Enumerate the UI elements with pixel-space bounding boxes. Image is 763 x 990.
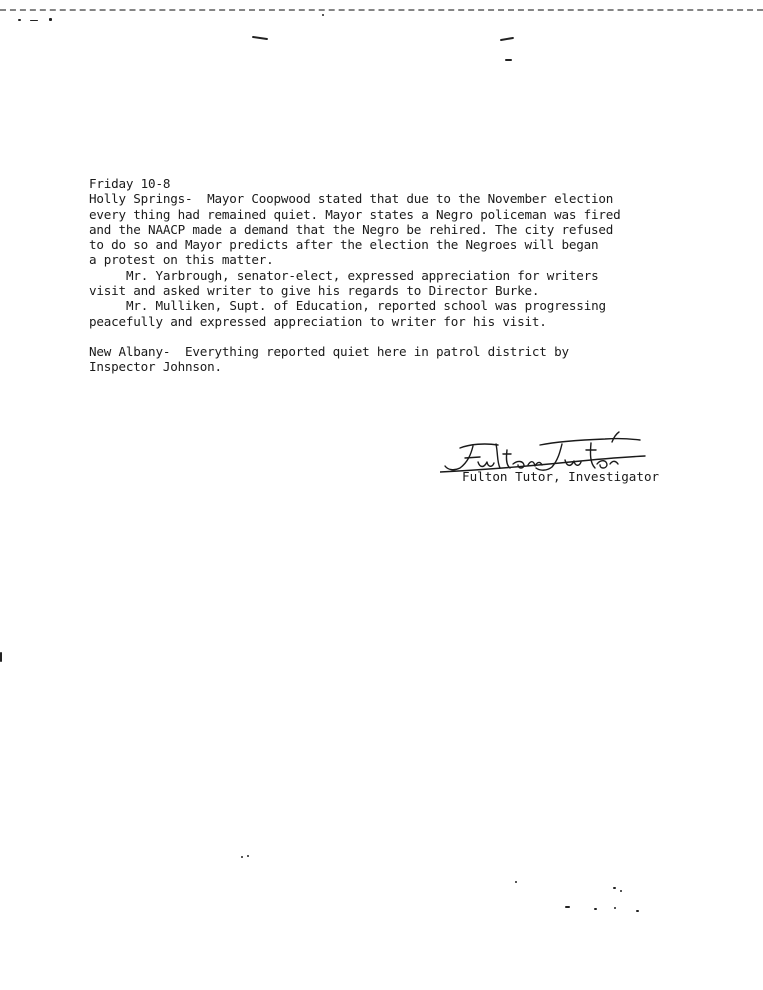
scan-speck xyxy=(620,890,622,892)
scan-speck xyxy=(565,906,570,908)
report-line: Holly Springs- Mayor Coopwood stated that due to the November election xyxy=(89,191,614,207)
scan-speck xyxy=(613,887,616,889)
scan-speck xyxy=(0,652,2,662)
scan-speck xyxy=(594,908,597,910)
report-line: New Albany- Everything reported quiet here in patrol district by xyxy=(89,343,569,359)
report-line: Mr. Mulliken, Supt. of Education, reported school was progressing xyxy=(126,298,606,314)
scan-speck xyxy=(247,855,249,857)
scan-speck xyxy=(500,37,514,41)
scan-speck xyxy=(241,856,243,858)
investigator-signature-line: Fulton Tutor, Investigator xyxy=(462,469,660,484)
date-line: Friday 10-8 xyxy=(89,176,171,191)
report-line: to do so and Mayor predicts after the election the Negroes will began xyxy=(89,237,599,253)
scan-speck xyxy=(636,910,639,912)
scan-speck xyxy=(505,59,512,61)
report-line: and the NAACP made a demand that the Negro be rehired. The city refused xyxy=(89,221,614,237)
scan-speck xyxy=(18,19,21,21)
scan-speck xyxy=(614,907,616,909)
report-line: Inspector Johnson. xyxy=(89,359,222,375)
report-line: peacefully and expressed appreciation to writer for his visit. xyxy=(89,313,547,329)
paragraph-gap xyxy=(89,329,689,344)
report-line: visit and asked writer to give his regards to Director Burke. xyxy=(89,283,540,299)
scan-speck xyxy=(49,18,52,21)
report-line: every thing had remained quiet. Mayor states a Negro policeman was fired xyxy=(89,206,621,222)
scan-speck xyxy=(322,14,324,16)
report-body xyxy=(89,176,689,375)
scan-speck xyxy=(252,36,268,40)
report-line: a protest on this matter. xyxy=(89,252,274,268)
scanned-page-top-edge xyxy=(0,0,763,11)
report-line: Mr. Yarbrough, senator-elect, expressed appreciation for writers xyxy=(126,267,599,283)
scan-speck xyxy=(515,881,517,883)
scan-speck xyxy=(30,20,38,21)
